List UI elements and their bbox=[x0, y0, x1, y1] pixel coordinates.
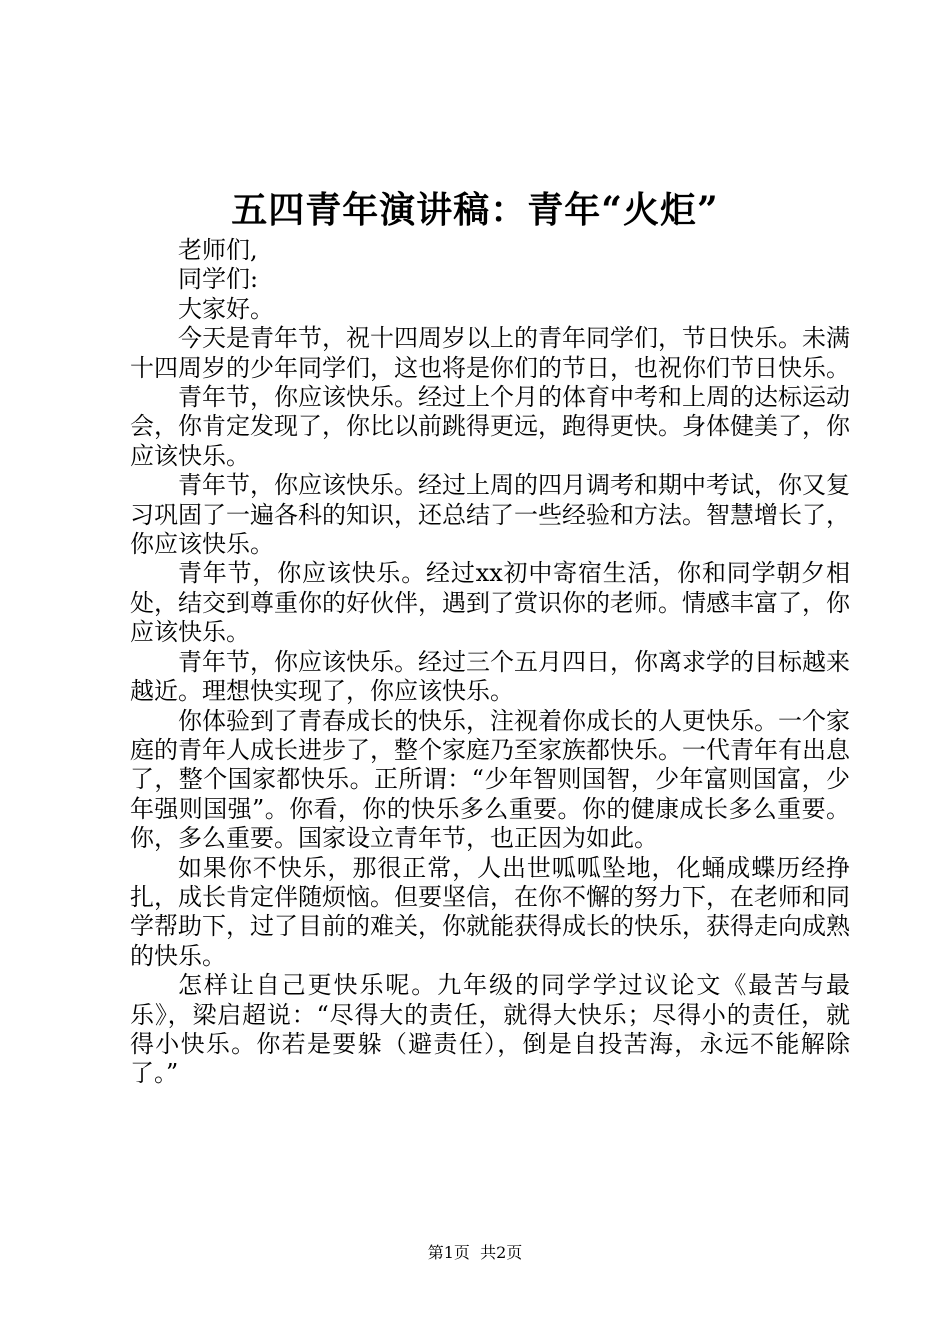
salutation-teachers: 老师们, bbox=[178, 236, 258, 264]
document-body bbox=[130, 236, 850, 1089]
salutation-students: 同学们: bbox=[178, 265, 259, 294]
paragraph: 青年节，你应该快乐。经过xx初中寄宿生活，你和同学朝夕相处，结交到尊重你的好伙伴，遇到了赏识你的老师。情感丰富了，你应该快乐。 bbox=[130, 559, 850, 647]
paragraph: 今天是青年节，祝十四周岁以上的青年同学们，节日快乐。未满十四周岁的少年同学们，这也将是你们的节日，也祝你们节日快乐。 bbox=[130, 324, 850, 382]
greeting: 大家好。 bbox=[178, 294, 274, 323]
page-total: 共2页 bbox=[480, 1243, 523, 1262]
document-title: 五四青年演讲稿：青年“火炬” bbox=[231, 189, 719, 231]
page-footer bbox=[0, 1242, 950, 1264]
paragraph: 青年节，你应该快乐。经过上个月的体育中考和上周的达标运动会，你肯定发现了，你比以前跳得更远，跑得更快。身体健美了，你应该快乐。 bbox=[130, 383, 850, 470]
paragraph: 怎样让自己更快乐呢。九年级的同学学过议论文《最苦与最乐》，梁启超说：“尽得大的责任，就得大快乐；尽得小的责任，就得小快乐。你若是要躲（避责任），倒是自投苦海，永远不能解除了。” bbox=[130, 971, 850, 1088]
paragraph: 青年节，你应该快乐。经过三个五月四日，你离求学的目标越来越近。理想快实现了，你应该快乐。 bbox=[130, 647, 850, 706]
paragraph: 如果你不快乐，那很正常，人出世呱呱坠地，化蛹成蝶历经挣扎，成长肯定伴随烦恼。但要坚信，在你不懈的努力下，在老师和同学帮助下，过了目前的难关，你就能获得成长的快乐，获得走向成熟的快乐。 bbox=[130, 853, 850, 970]
paragraph: 你体验到了青春成长的快乐，注视着你成长的人更快乐。一个家庭的青年人成长进步了，整个家庭乃至家族都快乐。一代青年有出息了，整个国家都快乐。正所谓：“少年智则国智，少年富则国富，少年强则国强”。你看，你的快乐多么重要。你的健康成长多么重要。你，多么重要。国家设立青年节，也正因为如此。 bbox=[130, 706, 850, 853]
paragraph: 青年节，你应该快乐。经过上周的四月调考和期中考试，你又复习巩固了一遍各科的知识，还总结了一些经验和方法。智慧增长了，你应该快乐。 bbox=[130, 471, 850, 559]
page-number: 第1页 bbox=[427, 1243, 470, 1262]
